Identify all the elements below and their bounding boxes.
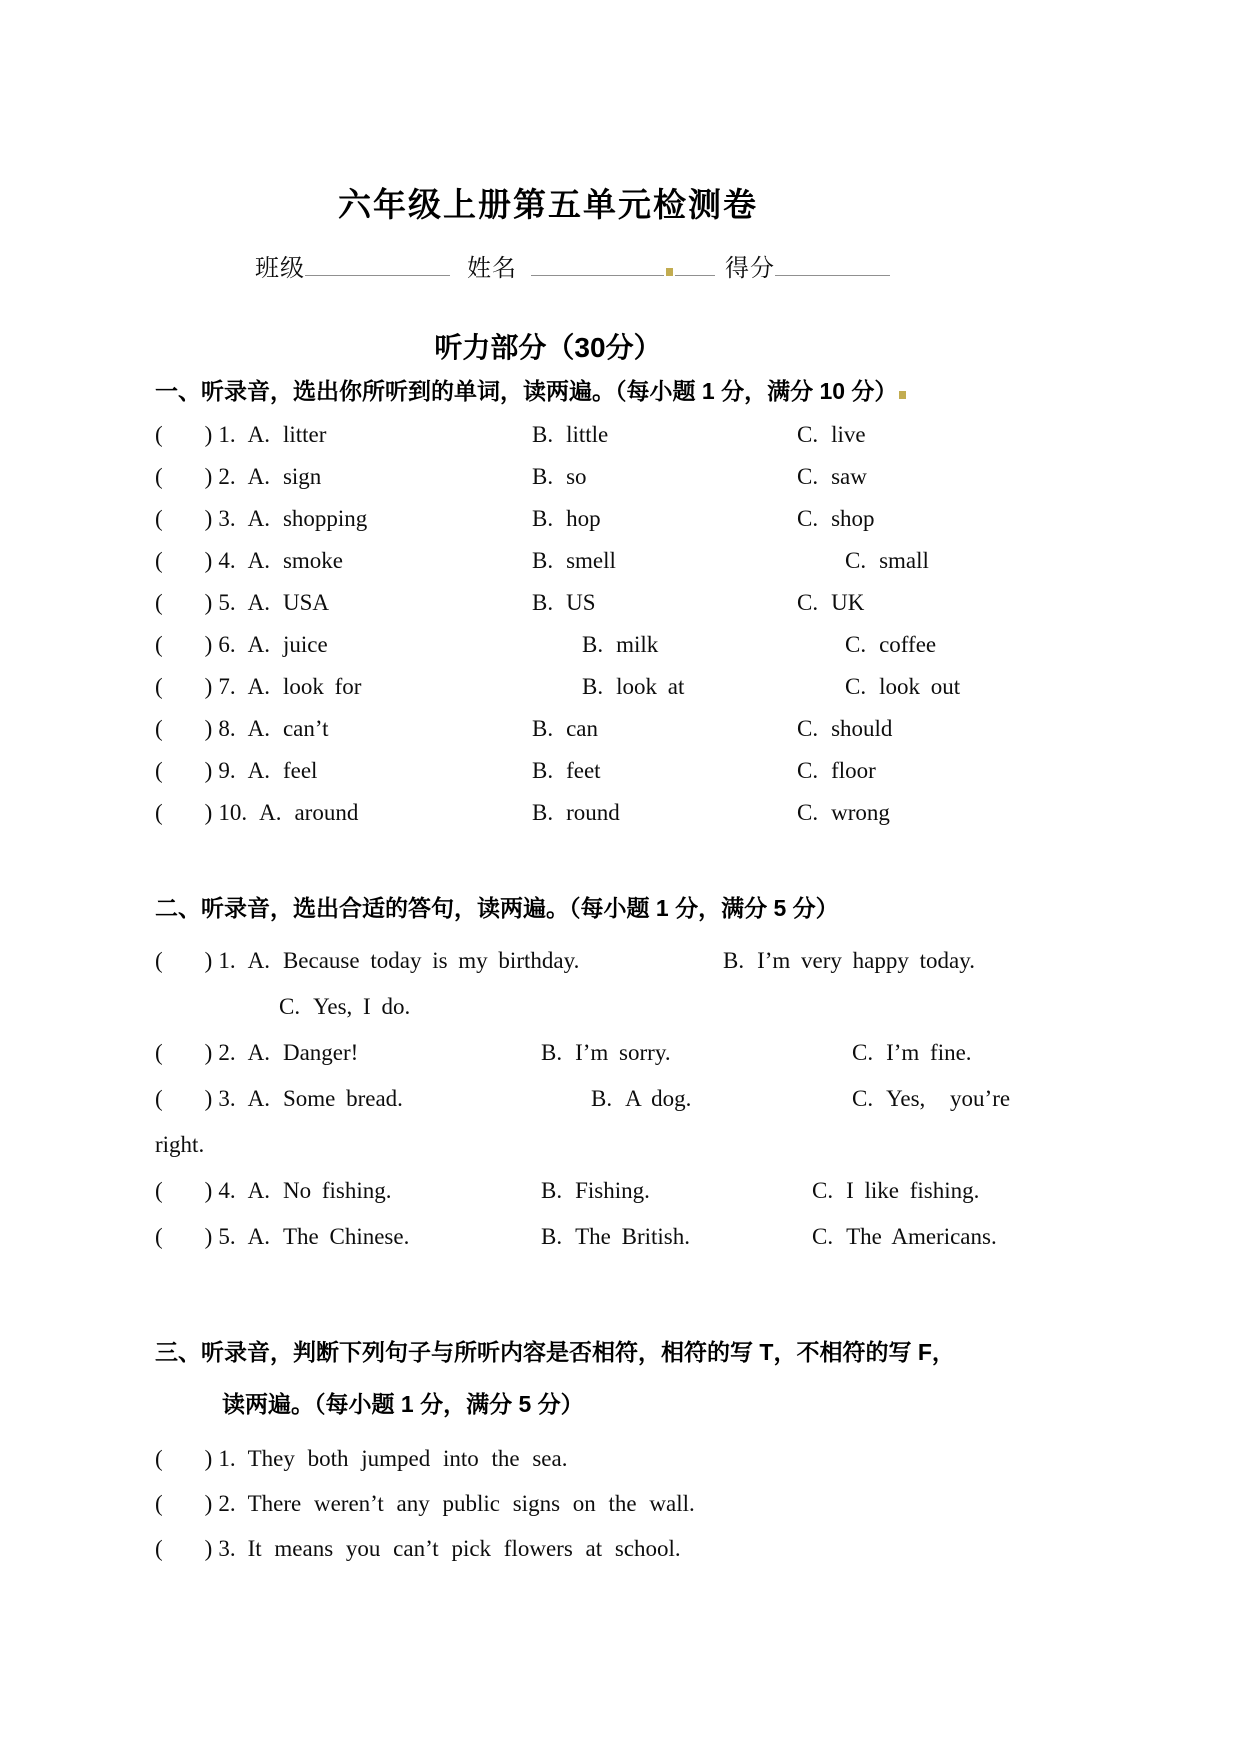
option-a-cell bbox=[155, 938, 711, 984]
option-b-cell bbox=[520, 582, 785, 624]
item-number: 2. bbox=[218, 1491, 236, 1516]
answer-row-1-continuation bbox=[155, 984, 941, 1030]
section1-items bbox=[155, 414, 961, 834]
option-c-cell bbox=[785, 792, 941, 834]
option-a-label: A. bbox=[247, 422, 270, 447]
answer-row-5 bbox=[155, 1214, 997, 1260]
option-a-text: can’t bbox=[282, 716, 329, 741]
option-a-label: A. bbox=[247, 1086, 270, 1111]
section3-heading-line2: 读两遍。（每小题 1 分，满分 5 分） bbox=[222, 1391, 584, 1417]
option-b-text: I’m very happy today. bbox=[757, 948, 975, 973]
statement-text: There weren’t any public signs on the wall. bbox=[247, 1491, 695, 1516]
choice-row-1 bbox=[155, 414, 941, 456]
option-b-label: B. bbox=[541, 1040, 563, 1065]
option-c-text: Yes, I do. bbox=[313, 994, 411, 1019]
section1-header bbox=[155, 376, 941, 406]
option-c-text: shop bbox=[831, 506, 875, 531]
option-b-text: A dog. bbox=[625, 1086, 692, 1111]
statement-text: It means you can’t pick flowers at school. bbox=[247, 1536, 681, 1561]
option-b-cell bbox=[529, 1030, 800, 1076]
answer-blank: ( ) bbox=[155, 1040, 213, 1065]
option-b-label: B. bbox=[532, 548, 554, 573]
option-c-text: Yes, you’re bbox=[886, 1086, 1011, 1111]
option-c-label: C. bbox=[852, 1040, 874, 1065]
option-a-label: A. bbox=[247, 758, 270, 783]
option-a-label: A. bbox=[247, 632, 270, 657]
answer-blank: ( ) bbox=[155, 1536, 213, 1561]
choice-row-6 bbox=[155, 624, 941, 666]
name-label: 姓名 bbox=[467, 256, 517, 282]
item-number: 1. bbox=[218, 1446, 236, 1471]
option-b-cell bbox=[520, 498, 785, 540]
option-b-text: hop bbox=[566, 506, 601, 531]
page-content bbox=[155, 185, 1011, 1571]
option-c-label: C. bbox=[845, 548, 867, 573]
option-c-cell bbox=[800, 1214, 997, 1260]
option-b-cell bbox=[520, 750, 785, 792]
option-b-cell bbox=[529, 1168, 800, 1214]
listening-part-heading: 听力部分（30分） bbox=[434, 332, 662, 363]
page-title: 六年级上册第五单元检测卷 bbox=[338, 186, 758, 223]
option-b-label: B. bbox=[591, 1086, 613, 1111]
option-c-label: C. bbox=[797, 800, 819, 825]
option-a-cell bbox=[155, 1076, 529, 1122]
option-c-text: UK bbox=[831, 590, 865, 615]
option-b-text: smell bbox=[566, 548, 616, 573]
section1-heading-text: 一、听录音，选出你所听到的单词，读两遍。（每小题 1 分，满分 10 分） bbox=[155, 378, 898, 404]
option-b-cell bbox=[529, 1076, 800, 1122]
score-blank bbox=[775, 251, 890, 276]
item-number: 2. bbox=[218, 464, 236, 489]
score-label: 得分 bbox=[725, 256, 775, 282]
name-blank bbox=[531, 251, 664, 276]
option-b-cell bbox=[520, 456, 785, 498]
option-b-text: can bbox=[566, 716, 599, 741]
option-c-cell bbox=[785, 540, 941, 582]
option-a-cell bbox=[155, 456, 520, 498]
option-a-cell bbox=[155, 414, 520, 456]
section2-items bbox=[155, 938, 1011, 1260]
option-c-label: C. bbox=[797, 590, 819, 615]
option-a-label: A. bbox=[247, 590, 270, 615]
item-number: 8. bbox=[218, 716, 236, 741]
option-a-text: The Chinese. bbox=[282, 1224, 410, 1249]
option-c-cell bbox=[800, 1076, 1010, 1122]
item-number: 6. bbox=[218, 632, 236, 657]
option-a-text: juice bbox=[282, 632, 328, 657]
option-a-label: A. bbox=[247, 674, 270, 699]
option-c-cell bbox=[785, 414, 941, 456]
option-b-label: B. bbox=[532, 464, 554, 489]
answer-blank: ( ) bbox=[155, 1178, 213, 1203]
option-b-text: little bbox=[566, 422, 609, 447]
option-b-text: Fishing. bbox=[575, 1178, 650, 1203]
option-c-cell bbox=[800, 1030, 972, 1076]
choice-row-10 bbox=[155, 792, 941, 834]
section3-header bbox=[155, 1326, 955, 1430]
option-b-cell bbox=[711, 938, 975, 984]
option-c-cell bbox=[785, 750, 941, 792]
option-a-label: A. bbox=[247, 506, 270, 531]
option-a-text: around bbox=[294, 800, 359, 825]
accent-dot bbox=[666, 268, 673, 276]
item-number: 4. bbox=[218, 548, 236, 573]
accent-dot bbox=[899, 391, 906, 399]
item-number: 3. bbox=[218, 1086, 236, 1111]
option-b-text: round bbox=[566, 800, 620, 825]
item-number: 2. bbox=[218, 1040, 236, 1065]
option-a-cell bbox=[155, 708, 520, 750]
option-a-cell bbox=[155, 792, 520, 834]
answer-blank: ( ) bbox=[155, 1446, 213, 1471]
answer-blank: ( ) bbox=[155, 1224, 213, 1249]
option-c-text: look out bbox=[879, 674, 961, 699]
item-number: 4. bbox=[218, 1178, 236, 1203]
option-b-label: B. bbox=[723, 948, 745, 973]
option-a-text: Danger! bbox=[282, 1040, 359, 1065]
item-number: 5. bbox=[218, 590, 236, 615]
class-blank bbox=[305, 251, 450, 276]
option-a-text: No fishing. bbox=[282, 1178, 392, 1203]
option-c-text: floor bbox=[831, 758, 876, 783]
answer-blank: ( ) bbox=[155, 422, 213, 447]
answer-blank: ( ) bbox=[155, 506, 213, 531]
option-b-label: B. bbox=[532, 758, 554, 783]
option-c-cell bbox=[785, 666, 960, 708]
answer-blank: ( ) bbox=[155, 1491, 213, 1516]
option-b-label: B. bbox=[532, 800, 554, 825]
item-number: 1. bbox=[218, 948, 236, 973]
option-a-text: Because today is my birthday. bbox=[282, 948, 580, 973]
answer-row-1 bbox=[155, 938, 975, 984]
option-a-cell bbox=[155, 666, 520, 708]
option-b-text: The British. bbox=[575, 1224, 690, 1249]
option-a-label: A. bbox=[247, 1040, 270, 1065]
option-b-label: B. bbox=[541, 1224, 563, 1249]
option-c-label: C. bbox=[797, 506, 819, 531]
option-c-text: saw bbox=[831, 464, 867, 489]
option-c-text: The Americans. bbox=[846, 1224, 997, 1249]
option-b-text: look at bbox=[616, 674, 685, 699]
option-c-label: C. bbox=[845, 674, 867, 699]
option-c-label: C. bbox=[812, 1224, 834, 1249]
option-b-label: B. bbox=[582, 632, 604, 657]
option-c-cell bbox=[800, 1168, 979, 1214]
option-a-label: A. bbox=[247, 1224, 270, 1249]
option-c-label: C. bbox=[797, 758, 819, 783]
answer-row-2 bbox=[155, 1030, 972, 1076]
answer-blank: ( ) bbox=[155, 1086, 213, 1111]
option-a-text: sign bbox=[282, 464, 322, 489]
choice-row-4 bbox=[155, 540, 941, 582]
answer-row-4 bbox=[155, 1168, 980, 1214]
option-b-cell bbox=[520, 540, 785, 582]
option-b-cell bbox=[520, 666, 785, 708]
option-a-label: A. bbox=[247, 948, 270, 973]
statement-text: They both jumped into the sea. bbox=[247, 1446, 568, 1471]
option-b-label: B. bbox=[582, 674, 604, 699]
option-a-text: look for bbox=[282, 674, 362, 699]
option-a-label: A. bbox=[247, 1178, 270, 1203]
answer-blank: ( ) bbox=[155, 716, 213, 741]
true-false-row-2 bbox=[155, 1481, 941, 1526]
option-c-label: C. bbox=[845, 632, 867, 657]
section2-heading-text: 二、听录音，选出合适的答句，读两遍。（每小题 1 分，满分 5 分） bbox=[155, 895, 839, 921]
option-c-text: live bbox=[831, 422, 866, 447]
option-b-label: B. bbox=[532, 506, 554, 531]
option-b-label: B. bbox=[532, 590, 554, 615]
option-c-label: C. bbox=[797, 464, 819, 489]
option-a-text: shopping bbox=[282, 506, 368, 531]
option-c-text: small bbox=[879, 548, 929, 573]
option-a-label: A. bbox=[247, 464, 270, 489]
choice-row-2 bbox=[155, 456, 941, 498]
choice-row-9 bbox=[155, 750, 941, 792]
option-b-cell bbox=[520, 708, 785, 750]
choice-row-7 bbox=[155, 666, 961, 708]
option-c-cell bbox=[785, 456, 941, 498]
option-c-text-continued: right. bbox=[155, 1132, 205, 1157]
answer-row-3-continuation bbox=[155, 1122, 941, 1168]
option-a-cell bbox=[155, 498, 520, 540]
option-b-cell bbox=[520, 624, 785, 666]
option-a-label: A. bbox=[259, 800, 282, 825]
option-a-cell bbox=[155, 582, 520, 624]
option-a-text: litter bbox=[282, 422, 327, 447]
true-false-row-3 bbox=[155, 1526, 941, 1571]
option-a-text: Some bread. bbox=[282, 1086, 403, 1111]
option-c-cell bbox=[785, 498, 941, 540]
choice-row-8 bbox=[155, 708, 941, 750]
section3-items bbox=[155, 1436, 941, 1571]
option-b-label: B. bbox=[541, 1178, 563, 1203]
option-c-cell bbox=[785, 582, 941, 624]
answer-blank: ( ) bbox=[155, 548, 213, 573]
answer-blank: ( ) bbox=[155, 632, 213, 657]
option-a-cell bbox=[155, 750, 520, 792]
option-a-cell bbox=[155, 1168, 529, 1214]
option-a-text: smoke bbox=[282, 548, 344, 573]
choice-row-3 bbox=[155, 498, 941, 540]
item-number: 3. bbox=[218, 506, 236, 531]
section3-heading-line1: 三、听录音，判断下列句子与所听内容是否相符，相符的写 T，不相符的写 F， bbox=[155, 1339, 955, 1365]
option-c-label: C. bbox=[852, 1086, 874, 1111]
option-b-cell bbox=[520, 792, 785, 834]
option-c-text: I like fishing. bbox=[846, 1178, 980, 1203]
option-c-text: I’m fine. bbox=[886, 1040, 972, 1065]
option-c-label: C. bbox=[797, 422, 819, 447]
item-number: 7. bbox=[218, 674, 236, 699]
answer-row-3 bbox=[155, 1076, 1011, 1122]
option-a-label: A. bbox=[247, 548, 270, 573]
option-c-label: C. bbox=[812, 1178, 834, 1203]
option-a-label: A. bbox=[247, 716, 270, 741]
answer-blank: ( ) bbox=[155, 674, 213, 699]
item-number: 1. bbox=[218, 422, 236, 447]
item-number: 9. bbox=[218, 758, 236, 783]
answer-blank: ( ) bbox=[155, 948, 213, 973]
name-blank-2 bbox=[675, 251, 715, 276]
option-b-cell bbox=[529, 1214, 800, 1260]
option-b-label: B. bbox=[532, 716, 554, 741]
option-b-cell bbox=[520, 414, 785, 456]
section2-header bbox=[155, 892, 941, 924]
option-c-label: C. bbox=[797, 716, 819, 741]
answer-blank: ( ) bbox=[155, 464, 213, 489]
option-b-text: US bbox=[566, 590, 596, 615]
item-number: 5. bbox=[218, 1224, 236, 1249]
option-a-text: feel bbox=[282, 758, 318, 783]
option-b-text: I’m sorry. bbox=[575, 1040, 671, 1065]
item-number: 10. bbox=[218, 800, 248, 825]
option-a-cell bbox=[155, 540, 520, 582]
option-b-text: milk bbox=[616, 632, 659, 657]
option-c-label: C. bbox=[279, 994, 301, 1019]
student-info-line bbox=[255, 251, 941, 284]
option-c-text: should bbox=[831, 716, 893, 741]
true-false-row-1 bbox=[155, 1436, 941, 1481]
option-b-label: B. bbox=[532, 422, 554, 447]
option-a-cell bbox=[155, 1214, 529, 1260]
class-label: 班级 bbox=[255, 256, 305, 282]
option-b-text: so bbox=[566, 464, 587, 489]
option-b-text: feet bbox=[566, 758, 601, 783]
option-c-text: wrong bbox=[831, 800, 890, 825]
option-a-text: USA bbox=[282, 590, 329, 615]
option-a-cell bbox=[155, 624, 520, 666]
item-number: 3. bbox=[218, 1536, 236, 1561]
option-c-text: coffee bbox=[879, 632, 937, 657]
choice-row-5 bbox=[155, 582, 941, 624]
answer-blank: ( ) bbox=[155, 758, 213, 783]
option-c-cell bbox=[785, 624, 941, 666]
answer-blank: ( ) bbox=[155, 590, 213, 615]
option-a-cell bbox=[155, 1030, 529, 1076]
option-c-cell bbox=[785, 708, 941, 750]
answer-blank: ( ) bbox=[155, 800, 213, 825]
